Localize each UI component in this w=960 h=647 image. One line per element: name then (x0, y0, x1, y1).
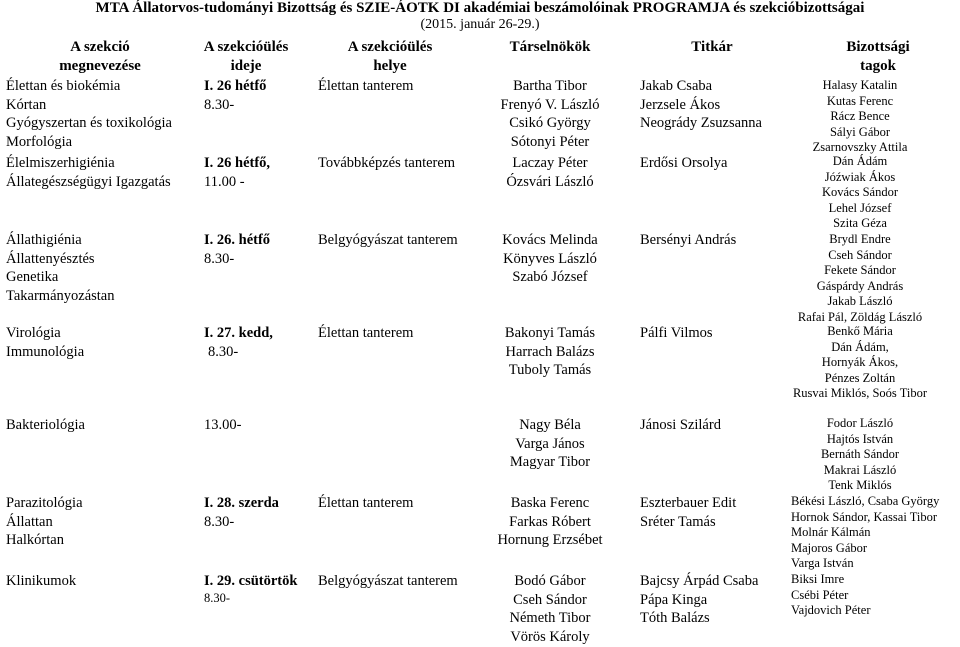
header-place: A szekcióülés helye (347, 39, 433, 74)
row-4-secretary: Pálfi Vilmos (640, 325, 713, 341)
row-3-members: Brydl Endre Cseh Sándor Fekete Sándor Gáspárdy András Jakab László Rafai Pál, Zöldág László (797, 232, 923, 324)
row-7-secretary: Bajcsy Árpád Csaba Pápa Kinga Tóth Balázs (640, 573, 759, 626)
row-3-sections: Állathigiénia Állattenyésztés Genetika Takarmányozástan (6, 232, 115, 304)
row-3-chairs: Kovács Melinda Könyves László Szabó József (502, 232, 598, 285)
row-5-sections: Bakteriológia (6, 417, 85, 433)
row-6-members: Békési László, Csaba György Hornok Sándor, Kassai Tibor Molnár Kálmán Majoros Gábor Varga István (791, 494, 940, 570)
document-subtitle: (2015. január 26-29.) (420, 17, 540, 32)
row-3-secretary: Bersényi András (640, 232, 737, 248)
row-1-secretary: Jakab Csaba Jerzsele Ákos Neogrády Zsuzsanna (640, 78, 762, 131)
row-4-sections: Virológia Immunológia (6, 325, 85, 360)
row-6-chairs: Baska Ferenc Farkas Róbert Hornung Erzsébet (497, 495, 603, 548)
row-6-sections: Parazitológia Állattan Halkórtan (6, 495, 83, 548)
row-4-place: Élettan tanterem (318, 325, 414, 341)
row-2-sections: Élelmiszerhigiénia Állategészségügyi Igazgatás (6, 155, 171, 190)
row-7-sections: Klinikumok (6, 573, 77, 589)
row-2-members: Dán Ádám Jóźwiak Ákos Kovács Sándor Lehel József Szita Géza (821, 154, 899, 230)
row-1-sections: Élettan és biokémia Kórtan Gyógyszertan és toxikológia Morfológia (6, 78, 172, 150)
row-7-time: I. 29. csütörtök 8.30- (204, 573, 298, 605)
header-committee: Bizottsági tagok (846, 39, 910, 74)
row-6-place: Élettan tanterem (318, 495, 414, 511)
row-4-chairs: Bakonyi Tamás Harrach Balázs Tuboly Tamás (504, 325, 596, 378)
row-5-members: Fodor László Hajtós István Bernáth Sándor Makrai László Tenk Miklós (820, 416, 900, 492)
row-5-time: 13.00- (204, 417, 242, 433)
row-5-secretary: Jánosi Szilárd (640, 417, 721, 433)
header-time: A szekcióülés ideje (203, 39, 289, 74)
row-6-secretary: Eszterbauer Edit Sréter Tamás (640, 495, 737, 530)
row-2-chairs: Laczay Péter Ózsvári László (506, 155, 594, 190)
row-7-members: Biksi Imre Csébi Péter Vajdovich Péter (791, 572, 871, 617)
header-section: A szekció megnevezése (59, 39, 141, 74)
row-4-time: I. 27. kedd, 8.30- (204, 325, 273, 360)
row-1-members: Halasy Katalin Kutas Ferenc Rácz Bence Sályi Gábor Zsarnovszky Attila (812, 78, 908, 154)
header-chairs: Társelnökök (509, 39, 591, 55)
row-2-time: I. 26 hétfő, 11.00 - (204, 155, 271, 190)
row-7-place: Belgyógyászat tanterem (318, 573, 458, 589)
row-1-place: Élettan tanterem (318, 78, 414, 94)
row-1-chairs: Bartha Tibor Frenyó V. László Csikó György Sótonyi Péter (500, 78, 600, 150)
row-4-members: Benkő Mária Dán Ádám, Hornyák Ákos, Pénzes Zoltán Rusvai Miklós, Soós Tibor (792, 324, 928, 400)
document-title: MTA Állatorvos-tudományi Bizottság és SZIE-ÁOTK DI akadémiai beszámolóinak PROGRAMJA és szekcióbizottságai (95, 0, 865, 16)
row-5-chairs: Nagy Béla Varga János Magyar Tibor (509, 417, 591, 470)
header-secretary: Titkár (691, 39, 733, 55)
row-2-place: Továbbképzés tanterem (318, 155, 456, 171)
row-7-chairs: Bodó Gábor Cseh Sándor Németh Tibor Vörös Károly (509, 573, 591, 645)
row-3-time: I. 26. hétfő 8.30- (204, 232, 271, 267)
row-3-place: Belgyógyászat tanterem (318, 232, 458, 248)
row-1-time: I. 26 hétfő 8.30- (204, 78, 267, 113)
row-6-time: I. 28. szerda 8.30- (204, 495, 279, 530)
row-2-secretary: Erdősi Orsolya (640, 155, 728, 171)
